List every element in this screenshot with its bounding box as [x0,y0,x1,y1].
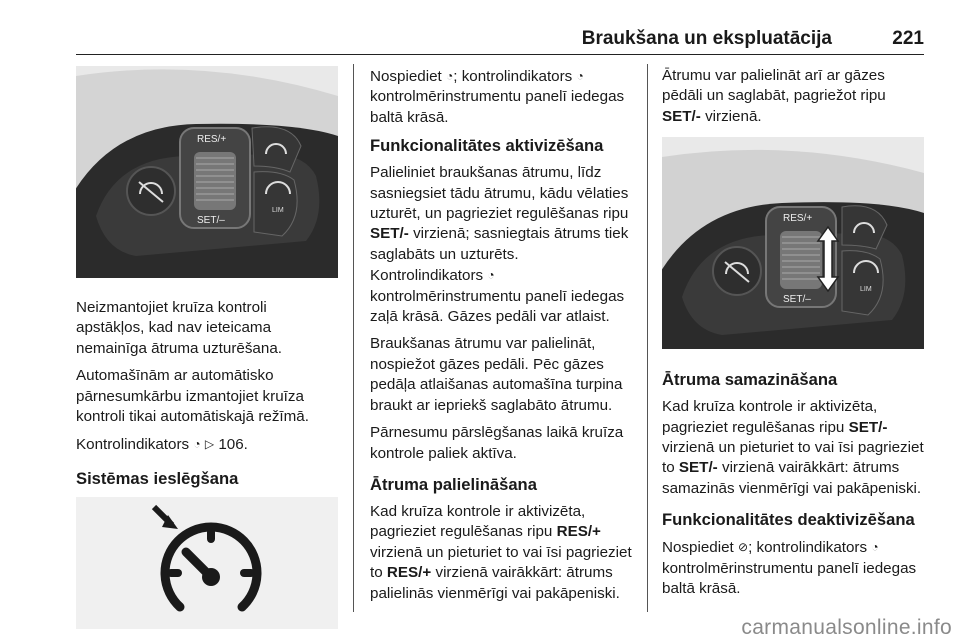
heading-increase: Ātruma palielināšana [370,474,537,494]
cruise-control-button-illustration [76,497,338,629]
heading-deactivation: Funkcionalitātes deaktivizēšana [662,510,915,530]
speedometer-icon: ◔ [487,268,495,283]
speedometer-icon: ◔ [871,540,879,555]
paragraph: Braukšanas ātrumu var palielināt, nospiežot gāzes pedāli. Pēc gāzes pedāļa atlaišanas automašīna turpina braukt ar iepriekš saglabāto ātrumu. [370,335,623,414]
header-rule [76,54,924,55]
paragraph: Nospiediet ◔; kontrolindikators ◔ kontrolmērinstrumentu panelī iedegas baltā krāsā. [370,68,625,126]
heading-activation: Funkcionalitātes aktivizēšana [370,136,604,156]
column-divider [353,64,354,612]
svg-text:SET/–: SET/– [783,294,811,306]
heading-system-on: Sistēmas ieslēgšana [76,468,239,488]
column-divider [647,64,648,612]
paragraph: Kad kruīza kontrole ir aktivizēta, pagrieziet regulēšanas ripu RES/+ virzienā un pieturiet to vai īsi pagrieziet to RES/+ virzienā vairākkārt: ātrums palielinās vienmērīgi vai pakāpeniski. [370,502,632,602]
paragraph: Kontrolindikators ◔ ▷ 106. [76,436,248,454]
paragraph: Kad kruīza kontrole ir aktivizēta, pagrieziet regulēšanas ripu SET/- virzienā un pieturiet to vai īsi pagrieziet to SET/- virzienā vairākkārt: ātrums samazinās vienmērīgi vai pakāpeniski. [662,398,924,497]
speedometer-icon: ◔ [446,69,454,83]
column-1 [76,66,338,629]
speedometer-icon: ◔ [193,437,201,452]
svg-text:RES/+: RES/+ [197,134,227,145]
paragraph: Palieliniet braukšanas ātrumu, līdz sasniegsiet tādu ātrumu, kādu vēlaties uzturēt, un pagrieziet regulēšanas ripu SET/- virzienā; sasniegtais ātrums tiek saglabāts un uzturēts. Kontrolindikators ◔ kontrolmērinstrumentu panelī iedegas zaļā krāsā. Gāzes pedāli var atlaist. [370,164,629,326]
page-header [76,24,924,56]
page-number: 221 [892,28,924,49]
page-reference-link[interactable]: 106. [218,436,248,454]
steering-wheel-controls-photo [76,66,338,278]
section-title: Braukšana un ekspluatācija [581,28,832,49]
svg-text:SET/–: SET/– [197,215,225,226]
column-2 [370,66,635,611]
paragraph: Ātrumu var palielināt arī ar gāzes pēdāli un saglabāt, pagriežot ripu SET/- virzienā. [662,67,886,125]
paragraph: Neizmantojiet kruīza kontroli apstākļos, kad nav ieteicama nemainīga ātruma uzturēšana. [76,299,282,357]
svg-text:LIM: LIM [272,207,284,214]
steering-wheel-rocker-photo [662,137,924,349]
svg-text:RES/+: RES/+ [783,213,813,225]
paragraph: Automašīnām ar automātisko pārnesumkārbu izmantojiet kruīza kontroli tikai automātiskajā režīmā. [76,367,309,426]
paragraph: Pārnesumu pārslēgšanas laikā kruīza kontrole paliek aktīva. [370,424,624,462]
heading-decrease: Ātruma samazināšana [662,370,838,390]
speedometer-icon: ◔ [576,69,584,83]
watermark: carmanualsonline.info [741,616,952,639]
cancel-cruise-icon: ⊘ [738,540,749,555]
column-3 [662,66,928,606]
svg-text:LIM: LIM [860,286,872,294]
page-reference-arrow-icon: ▷ [204,437,215,452]
paragraph: Nospiediet ⊘; kontrolindikators ◔ kontrolmērinstrumentu panelī iedegas baltā krāsā. [662,539,917,598]
